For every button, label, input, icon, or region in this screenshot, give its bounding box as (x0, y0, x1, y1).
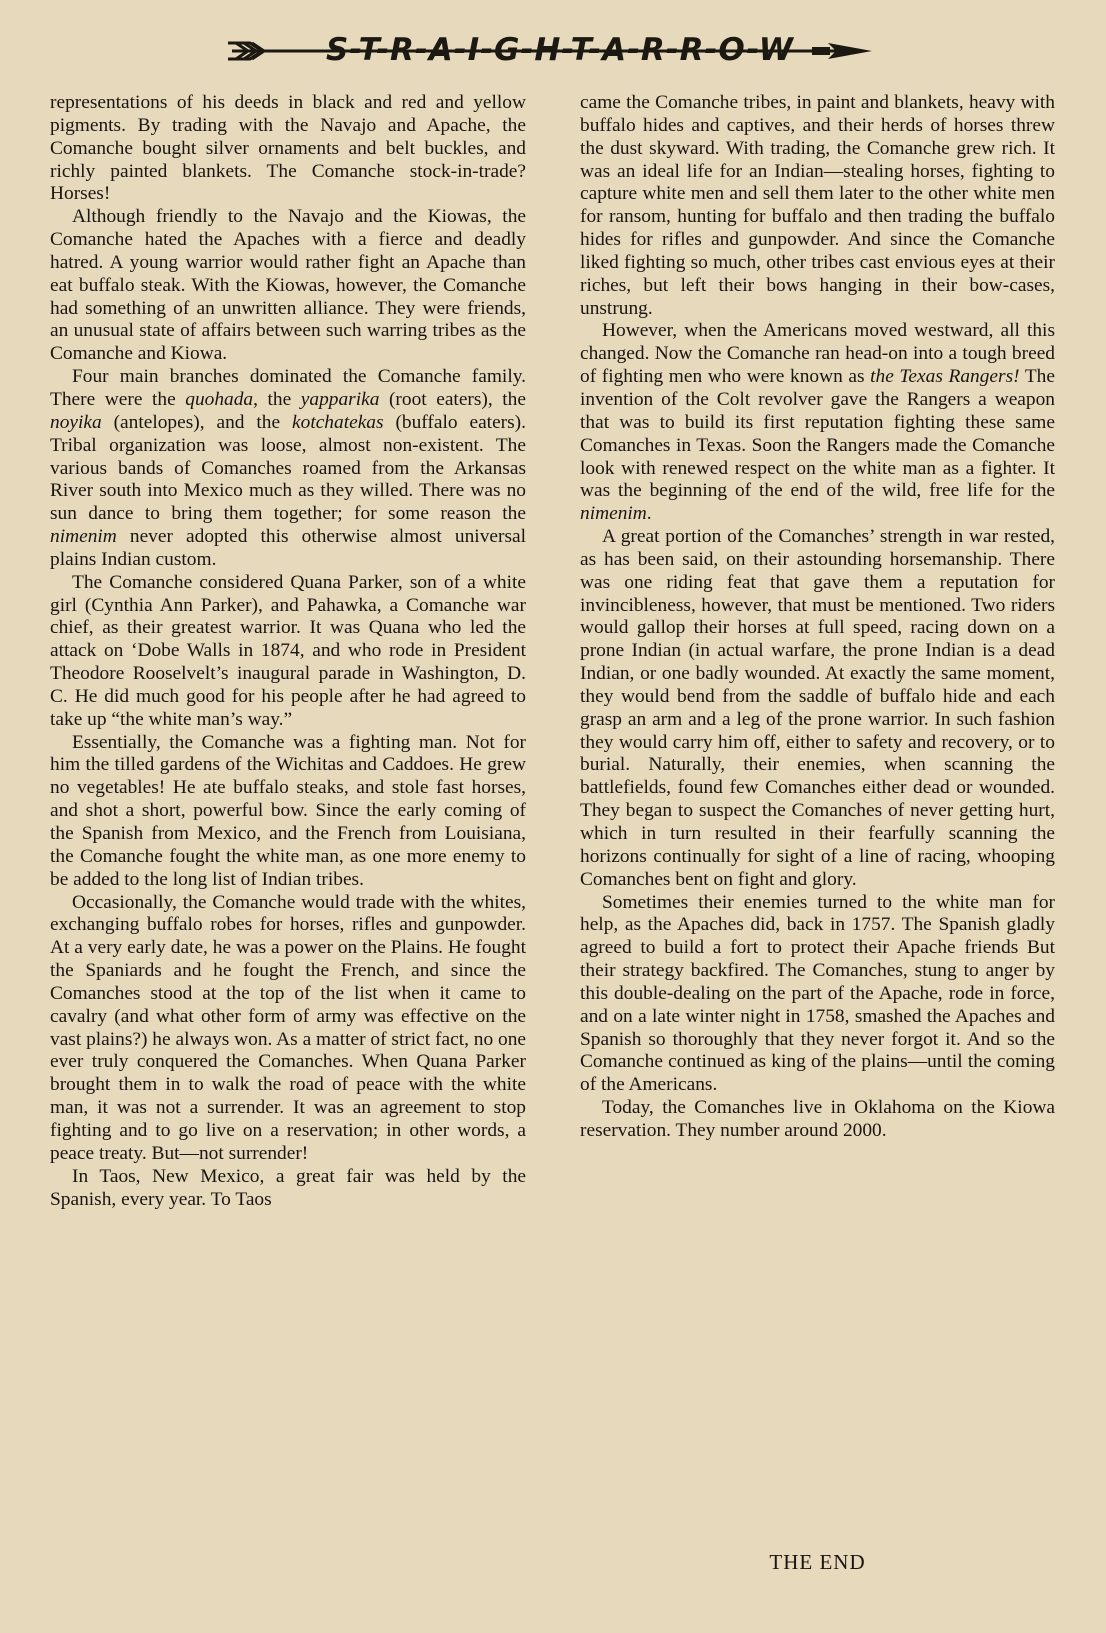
page-title: S-T-R-A-I-G-H-T-A-R-R-O-W (325, 32, 795, 68)
paragraph: Although friendly to the Navajo and the Kiowas, the Comanche hated the Apaches with a fierce and deadly hatred. A young warrior would rather fight an Apache than eat buffalo steak. With the Kiowas, however, the Comanche had something of an unwritten alliance. They were friends, an unusual state of affairs between such warring tribes as the Comanche and Kiowa. (50, 206, 526, 365)
the-end-label: THE END (769, 1550, 866, 1574)
paragraph: A great portion of the Comanches’ strength in war rested, as has been said, on their astounding horsemanship. There was one riding feat that gave them a reputation for invincibleness, however, that must be mentioned. Two riders would gallop their horses at full speed, racing down on a prone Indian (in actual warfare, the prone Indian is a dead Indian, or one badly wounded. At exactly the same moment, they would bend from the saddle of buffalo hide and each grasp an arm and a leg of the prone warrior. In such fashion they would carry him off, either to safety and recovery, or to burial. Naturally, their enemies, when scanning the battlefields, found few Comanches either dead or wounded. They began to suspect the Comanches of never getting hurt, which in turn resulted in their fearfully scanning the horizons continually for sight of a line of racing, whooping Comanches bent on fight and glory. (580, 526, 1055, 890)
text-run: never adopted this otherwise almost universal plains Indian custom. (50, 526, 526, 570)
paragraph: The Comanche considered Quana Parker, son of a white girl (Cynthia Ann Parker), and Pahawka, a Comanche war chief, as their greatest warrior. It was Quana who led the attack on ‘Dobe Walls in 1874, and who rode in President Theodore Rooselvelt’s inaugural parade in Washington, D. C. He did much good for his people after he had agreed to take up “the white man’s way.” (50, 571, 526, 730)
term-yapparika: yapparika (300, 388, 380, 410)
text-run: (antelopes), and the (101, 411, 293, 433)
right-column (580, 92, 1055, 1143)
text-run: , the (253, 388, 301, 410)
paragraph: Occasionally, the Comanche would trade with the whites, exchanging buffalo robes for horses, rifles and gunpowder. At a very early date, he was a power on the Plains. He fought the Spaniards and he fought the French, and since the Comanches stood at the top of the list when it came to cavalry (and what other form of army was effective on the vast plains?) he always won. As a matter of strict fact, no one ever truly conquered the Comanches. When Quana Parker brought them in to walk the road of peace with the white man, it was not a surrender. It was an agreement to stop fighting and to go live on a reservation; in other words, a peace treaty. But—not surrender! (50, 891, 527, 1164)
term-nimenim: nimenim (580, 503, 647, 525)
left-column (50, 92, 526, 1211)
text-run: However, when the Americans moved westward, all this changed. Now the Comanche ran head-on into a tough breed of fighting men who were known as (580, 320, 1055, 388)
term-kotchatekas: kotchatekas (292, 411, 384, 433)
paragraph: Today, the Comanches live in Oklahoma on the Kiowa reservation. They number around 2000. (580, 1097, 1055, 1141)
paragraph: In Taos, New Mexico, a great fair was held by the Spanish, every year. To Taos (50, 1165, 526, 1210)
text-run: Four main branches dominated the Comanche family. There were the (50, 366, 526, 410)
term-quohada: quohada (185, 388, 254, 410)
term-texas-rangers: the Texas Rangers! (870, 366, 1020, 388)
term-nimenim: nimenim (50, 526, 117, 548)
paragraph: Sometimes their enemies turned to the white man for help, as the Apaches did, back in 1757. The Spanish gladly agreed to build a fort to protect their Apache friends But their strategy backfired. The Comanches, stung to anger by this double-dealing on the part of the Apache, rode in force, and on a late winter night in 1758, smashed the Apaches and Spanish so thoroughly that they never forgot it. And so the Comanche continued as king of the plains—until the coming of the Americans. (580, 891, 1055, 1096)
term-noyika: noyika (50, 411, 102, 433)
paragraph (50, 366, 526, 572)
page-header (0, 26, 1106, 78)
text-run: The invention of the Colt revolver gave the Rangers a weapon that was to build its first reputation fighting these same Comanches in Texas. Soon the Rangers made the Comanche look with renewed respect on the white man as a fighter. It was the beginning of the end of the wild, free life for the (580, 366, 1055, 502)
text-run: . (646, 503, 652, 525)
paragraph: came the Comanche tribes, in paint and blankets, heavy with buffalo hides and captives, and their herds of horses threw the dust skyward. With trading, the Comanche grew rich. It was an ideal life for an Indian—stealing horses, fighting to capture white men and sell them later to the other white men for ransom, hunting for buffalo and then trading the buffalo hides for rifles and gunpowder. And since the Comanche liked fighting so much, other tribes cast envious eyes at their riches, but left their bows hanging in their bow-cases, unstrung. (580, 92, 1055, 319)
paragraph (580, 320, 1055, 526)
text-run: (root eaters), the (379, 388, 526, 410)
text-run: (buffalo eaters). Tribal organization was loose, almost non-existent. The various bands of Comanches roamed from the Arkansas River south into Mexico much as they willed. There was no sun dance to bring them together; for some reason the (50, 411, 526, 525)
paragraph: Essentially, the Comanche was a fighting man. Not for him the tilled gardens of the Wichitas and Caddoes. He grew no vegetables! He ate buffalo steaks, and stole fast horses, and shot a short, powerful bow. Since the early coming of the Spanish from Mexico, and the French from Louisiana, the Comanche fought the white man, as one more enemy to be added to the long list of Indian tribes. (50, 731, 526, 890)
paragraph: representations of his deeds in black and red and yellow pigments. By trading with the Navajo and Apache, the Comanche bought silver ornaments and belt buckles, and richly painted blankets. The Comanche stock-in-trade? Horses! (50, 92, 526, 205)
